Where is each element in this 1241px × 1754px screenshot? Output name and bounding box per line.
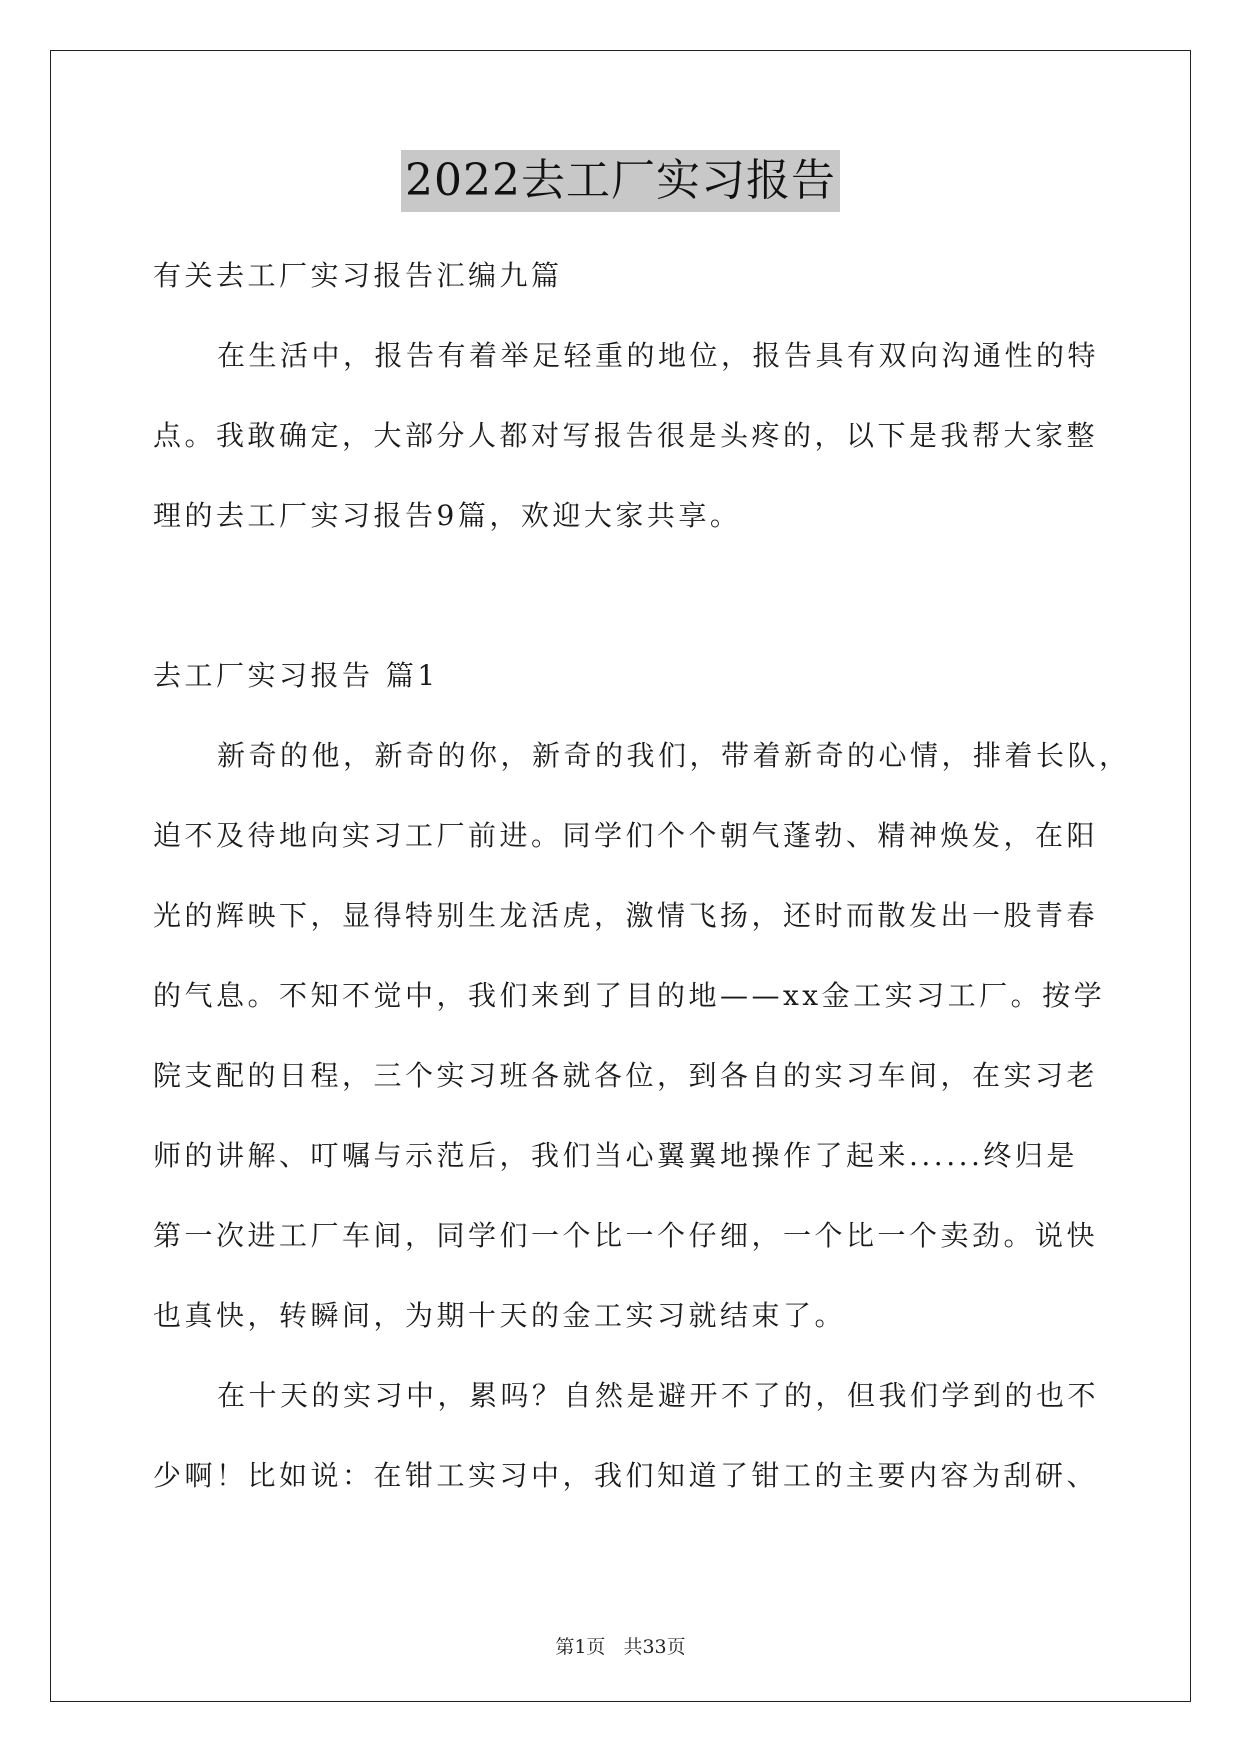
document-body bbox=[153, 236, 1131, 1516]
paragraph-line: 在十天的实习中，累吗？自然是避开不了的，但我们学到的也不 bbox=[217, 1379, 1100, 1412]
page-footer bbox=[0, 1632, 1241, 1659]
paragraph-line: 新奇的他，新奇的你，新奇的我们，带着新奇的心情，排着长队， bbox=[217, 739, 1131, 772]
intro-line: 点。我敢确定，大部分人都对写报告很是头疼的，以下是我帮大家整 bbox=[153, 419, 1099, 452]
intro-line: 理的去工厂实习报告9篇，欢迎大家共享。 bbox=[153, 499, 742, 532]
document-title: 2022去工厂实习报告 bbox=[401, 150, 840, 212]
paragraph-line: 的气息。不知不觉中，我们来到了目的地——xx金工实习工厂。按学 bbox=[153, 979, 1106, 1012]
paragraph-line: 也真快，转瞬间，为期十天的金工实习就结束了。 bbox=[153, 1299, 847, 1332]
paragraph-line: 院支配的日程，三个实习班各就各位，到各自的实习车间，在实习老 bbox=[153, 1059, 1099, 1092]
section-heading: 去工厂实习报告 篇1 bbox=[153, 659, 439, 692]
paragraph-line: 师的讲解、叮嘱与示范后，我们当心翼翼地操作了起来......终归是 bbox=[153, 1139, 1078, 1172]
page-number: 第1页 bbox=[555, 1636, 606, 1658]
document-subtitle: 有关去工厂实习报告汇编九篇 bbox=[153, 259, 563, 292]
paragraph-line: 第一次进工厂车间，同学们一个比一个仔细，一个比一个卖劲。说快 bbox=[153, 1219, 1099, 1252]
intro-line: 在生活中，报告有着举足轻重的地位，报告具有双向沟通性的特 bbox=[217, 339, 1100, 372]
paragraph-line: 迫不及待地向实习工厂前进。同学们个个朝气蓬勃、精神焕发，在阳 bbox=[153, 819, 1099, 852]
paragraph-line: 少啊！比如说：在钳工实习中，我们知道了钳工的主要内容为刮研、 bbox=[153, 1459, 1099, 1492]
page-total: 共33页 bbox=[623, 1636, 686, 1658]
paragraph-line: 光的辉映下，显得特别生龙活虎，激情飞扬，还时而散发出一股青春 bbox=[153, 899, 1099, 932]
